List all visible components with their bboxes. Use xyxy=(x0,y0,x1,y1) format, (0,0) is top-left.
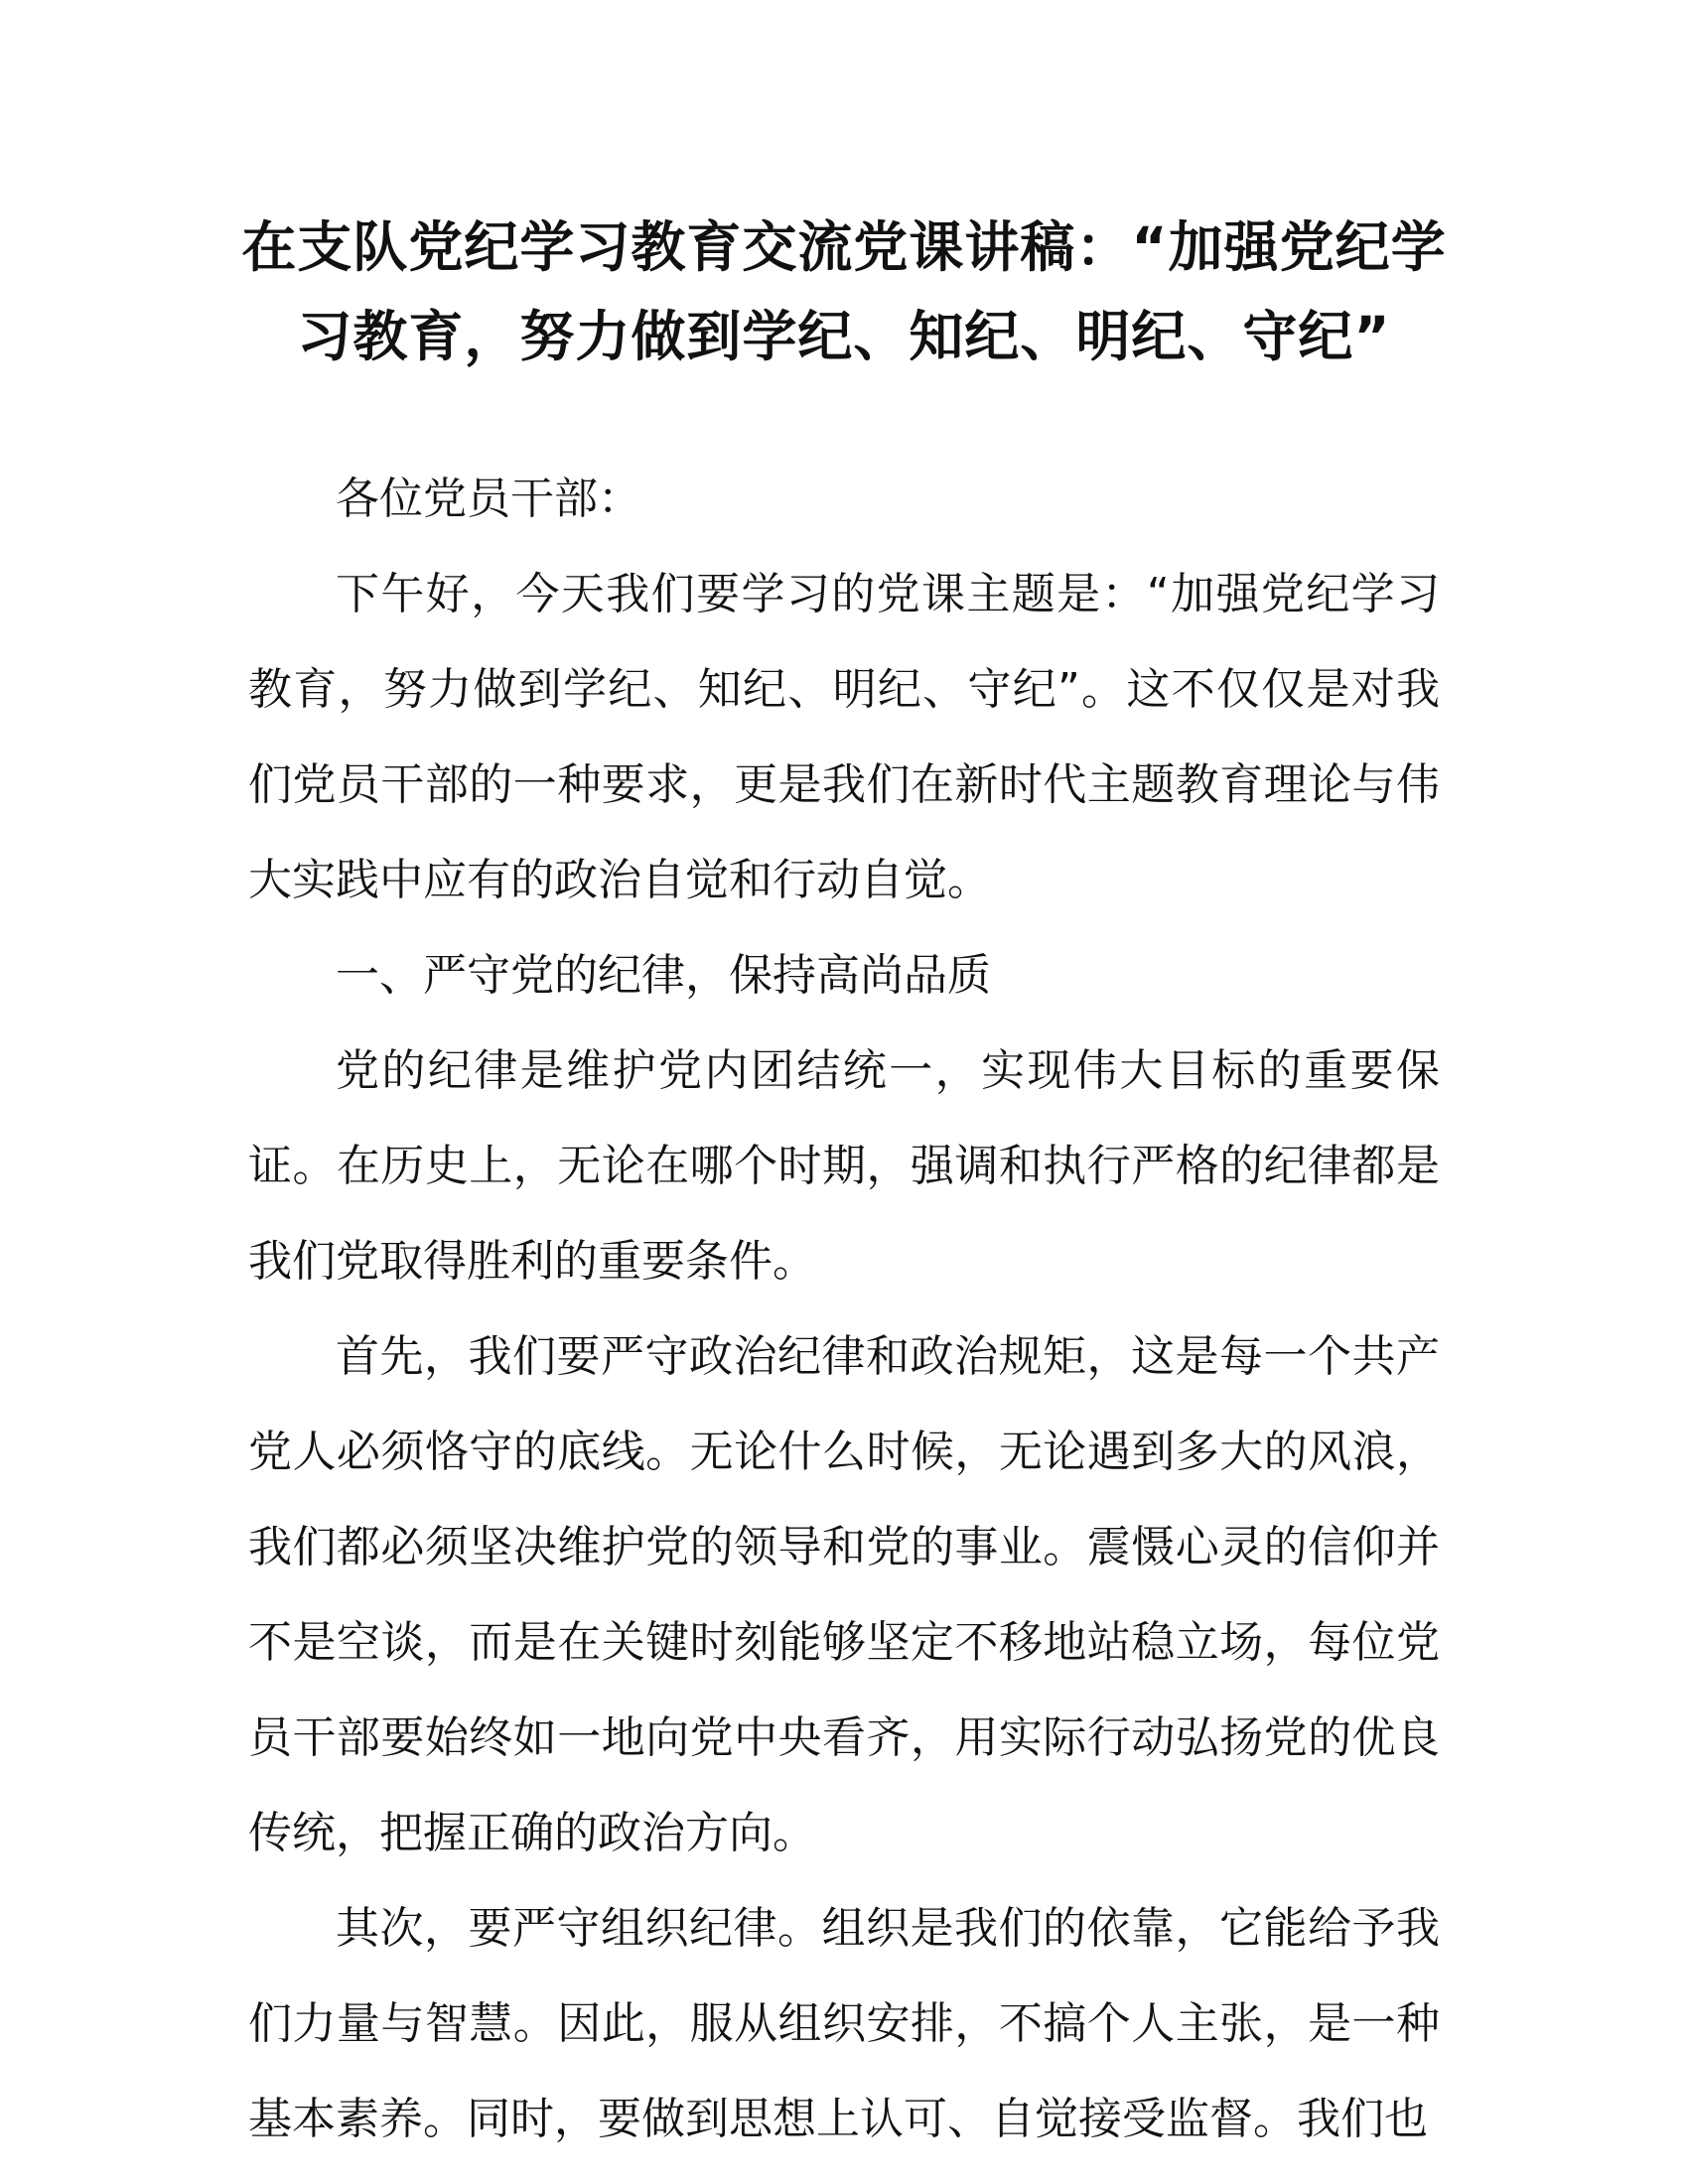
paragraph-salutation: 各位党员干部： xyxy=(336,474,641,524)
paragraph-discipline-importance: 党的纪律是维护党内团结统一，实现伟大目标的重要保证。在历史上，无论在哪个时期，强调和执行严格的纪律都是我们党取得胜利的重要条件。 xyxy=(248,1045,1440,1287)
paragraph-intro: 下午好，今天我们要学习的党课主题是：“加强党纪学习教育，努力做到学纪、知纪、明纪、守纪”。这不仅仅是对我们党员干部的一种要求，更是我们在新时代主题教育理论与伟大实践中应有的政治自觉和行动自觉。 xyxy=(248,569,1440,905)
paragraph-organizational-discipline: 其次，要严守组织纪律。组织是我们的依靠，它能给予我们力量与智慧。因此，服从组织安排，不搞个人主张，是一种基本素养。同时，要做到思想上认可、自觉接受监督。我们也 xyxy=(248,1903,1440,2144)
document-body xyxy=(248,452,1440,2167)
paragraph-political-discipline: 首先，我们要严守政治纪律和政治规矩，这是每一个共产党人必须恪守的底线。无论什么时候，无论遇到多大的风浪，我们都必须坚决维护党的领导和党的事业。震慑心灵的信仰并不是空谈，而是在关键时刻能够坚定不移地站稳立场，每位党员干部要始终如一地向党中央看齐，用实际行动弘扬党的优良传统，把握正确的政治方向。 xyxy=(248,1331,1440,1858)
document-title: 在支队党纪学习教育交流党课讲稿：“加强党纪学习教育，努力做到学纪、知纪、明纪、守纪” xyxy=(241,215,1447,368)
section-heading-1: 一、严守党的纪律，保持高尚品质 xyxy=(336,950,991,1001)
